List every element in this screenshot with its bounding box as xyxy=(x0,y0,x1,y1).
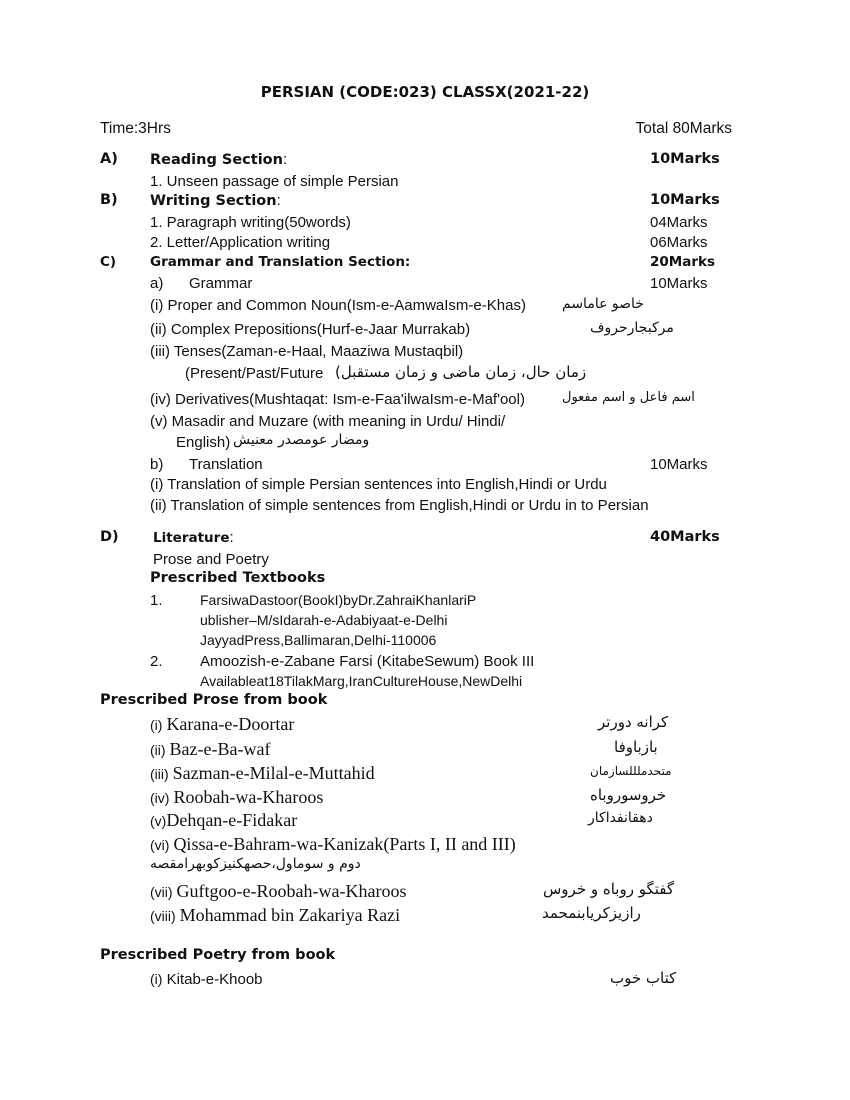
section-b-heading-row xyxy=(150,192,281,210)
prose-item-number: (ii) xyxy=(150,742,166,758)
section-c-heading: Grammar and Translation Section: xyxy=(150,254,411,270)
section-c-letter: C) xyxy=(100,254,117,270)
poetry-item xyxy=(150,971,263,988)
prose-item-title: Sazman-e-Milal-e-Muttahid xyxy=(172,763,375,783)
prose-item xyxy=(150,714,294,735)
grammar-item-3-line-2: (Present/Past/Future xyxy=(185,365,324,382)
prose-item xyxy=(150,905,400,926)
poetry-heading: Prescribed Poetry from book xyxy=(100,947,336,963)
prose-item-number: (viii) xyxy=(150,908,176,924)
textbook-1-line-1: FarsiwaDastoor(BookI)byDr.ZahraiKhanlariP xyxy=(200,592,477,608)
page-title: PERSIAN (CODE:023) CLASSX(2021-22) xyxy=(260,83,590,101)
textbooks-heading: Prescribed Textbooks xyxy=(150,570,326,586)
grammar-item-5: (v) Masadir and Muzare (with meaning in Urdu/ Hindi/ xyxy=(150,413,506,430)
grammar-label: a) xyxy=(150,275,164,292)
prose-item xyxy=(150,881,406,902)
prose-item-title: Mohammad bin Zakariya Razi xyxy=(179,905,401,925)
section-b-heading: Writing Section xyxy=(150,193,277,209)
poetry-item-persian: کتاب خوب xyxy=(610,969,677,987)
total-marks: Total 80Marks xyxy=(635,120,732,137)
section-a-marks: 10Marks xyxy=(650,151,720,167)
prose-item-persian: بازباوفا xyxy=(614,738,658,756)
section-c-marks: 20Marks xyxy=(650,254,716,270)
prose-item-title: Qissa-e-Bahram-wa-Kanizak(Parts I, II and III) xyxy=(173,834,516,854)
prose-item-title: Roobah-wa-Kharoos xyxy=(173,787,324,807)
grammar-item-4-persian: اسم فاعل و اسم مفعول xyxy=(562,390,695,405)
prose-item-persian: متحدملللسازمان xyxy=(590,764,672,778)
grammar-item-1: (i) Proper and Common Noun(Ism-e-AamwaIsm-e-Khas) xyxy=(150,297,526,314)
section-d-letter: D) xyxy=(100,529,119,545)
translation-item-1: (i) Translation of simple Persian sentences into English,Hindi or Urdu xyxy=(150,476,607,493)
prose-item xyxy=(150,739,270,760)
grammar-heading: Grammar xyxy=(189,275,253,292)
section-b-letter: B) xyxy=(100,192,118,208)
prose-item xyxy=(150,834,516,855)
translation-heading: Translation xyxy=(189,456,263,473)
section-a-letter: A) xyxy=(100,151,118,167)
prose-item-title: Guftgoo-e-Roobah-wa-Kharoos xyxy=(176,881,407,901)
section-a-heading: Reading Section xyxy=(150,152,283,168)
textbook-1-number: 1. xyxy=(150,592,163,609)
prose-item-title: Baz-e-Ba-waf xyxy=(169,739,271,759)
section-b-item-2: 2. Letter/Application writing xyxy=(150,234,331,251)
section-b-item-1: 1. Paragraph writing(50words) xyxy=(150,214,351,231)
section-a-heading-row xyxy=(150,151,287,169)
grammar-item-2: (ii) Complex Prepositions(Hurf-e-Jaar Murrakab) xyxy=(150,321,471,338)
section-b-marks: 10Marks xyxy=(650,192,720,208)
prose-item-persian: دوم و سوماول،حصهکنیزکوبهرامقصه xyxy=(150,856,361,872)
textbook-2-line-1: Amoozish-e-Zabane Farsi (KitabeSewum) Book III xyxy=(200,653,535,670)
prose-item-persian: رازیزکریابنمحمد xyxy=(542,904,641,922)
grammar-item-3: (iii) Tenses(Zaman-e-Haal, Maaziwa Mustaqbil) xyxy=(150,343,464,360)
translation-label: b) xyxy=(150,456,164,473)
prose-item xyxy=(150,810,297,831)
textbook-2-number: 2. xyxy=(150,653,163,670)
prose-item-number: (v) xyxy=(150,813,167,829)
translation-item-2: (ii) Translation of simple sentences from English,Hindi or Urdu in to Persian xyxy=(150,497,649,514)
grammar-item-3-persian: زمان حال، زمان ماضی و زمان مستقبل) xyxy=(335,363,587,381)
exam-time: Time:3Hrs xyxy=(100,120,171,137)
prose-item-title: Dehqan-e-Fidakar xyxy=(166,810,298,830)
poetry-item-title: Kitab-e-Khoob xyxy=(166,971,263,988)
grammar-item-4: (iv) Derivatives(Mushtaqat: Ism-e-Faa'ilwaIsm-e-Maf'ool) xyxy=(150,391,525,408)
grammar-item-5-line-2: English) xyxy=(176,434,231,451)
section-b-colon: : xyxy=(276,192,281,209)
grammar-marks: 10Marks xyxy=(650,275,708,292)
prose-heading: Prescribed Prose from book xyxy=(100,692,328,708)
prose-item-number: (vi) xyxy=(150,837,170,853)
prose-item-title: Karana-e-Doortar xyxy=(166,714,295,734)
textbook-1-line-2: ublisher–M/sIdarah-e-Adabiyaat-e-Delhi xyxy=(200,612,448,628)
prose-item xyxy=(150,763,375,784)
prose-item-number: (vii) xyxy=(150,884,173,900)
prose-item xyxy=(150,787,323,808)
textbook-2-line-2: Availableat18TilakMarg,IranCultureHouse,NewDelhi xyxy=(200,673,523,689)
section-a-item-1: 1. Unseen passage of simple Persian xyxy=(150,173,399,190)
grammar-item-2-persian: مرکبجارحروف xyxy=(590,320,674,336)
prose-item-number: (iv) xyxy=(150,790,170,806)
grammar-item-5-persian: ومضار عومصدر معنیش xyxy=(233,432,370,448)
textbook-1-line-3: JayyadPress,Ballimaran,Delhi-110006 xyxy=(200,632,437,648)
poetry-item-number: (i) xyxy=(150,971,163,987)
prose-item-persian: گفتگو روباه و خروس xyxy=(543,880,675,898)
section-d-marks: 40Marks xyxy=(650,529,720,545)
section-b-item-1-marks: 04Marks xyxy=(650,214,708,231)
section-d-colon: : xyxy=(229,529,234,546)
translation-marks: 10Marks xyxy=(650,456,708,473)
section-d-subheading: Prose and Poetry xyxy=(153,551,269,568)
grammar-item-1-persian: خاصو عاماسم xyxy=(562,296,644,312)
prose-item-number: (i) xyxy=(150,717,163,733)
section-d-heading-row xyxy=(153,529,234,547)
prose-item-persian: خروسوروباه xyxy=(590,786,667,804)
prose-item-persian: دهقانفداکار xyxy=(588,810,653,826)
section-d-heading: Literature xyxy=(153,530,230,546)
section-a-colon: : xyxy=(282,151,288,168)
prose-item-persian: کرانه دورتر xyxy=(598,713,669,731)
prose-item-number: (iii) xyxy=(150,766,169,782)
section-b-item-2-marks: 06Marks xyxy=(650,234,708,251)
